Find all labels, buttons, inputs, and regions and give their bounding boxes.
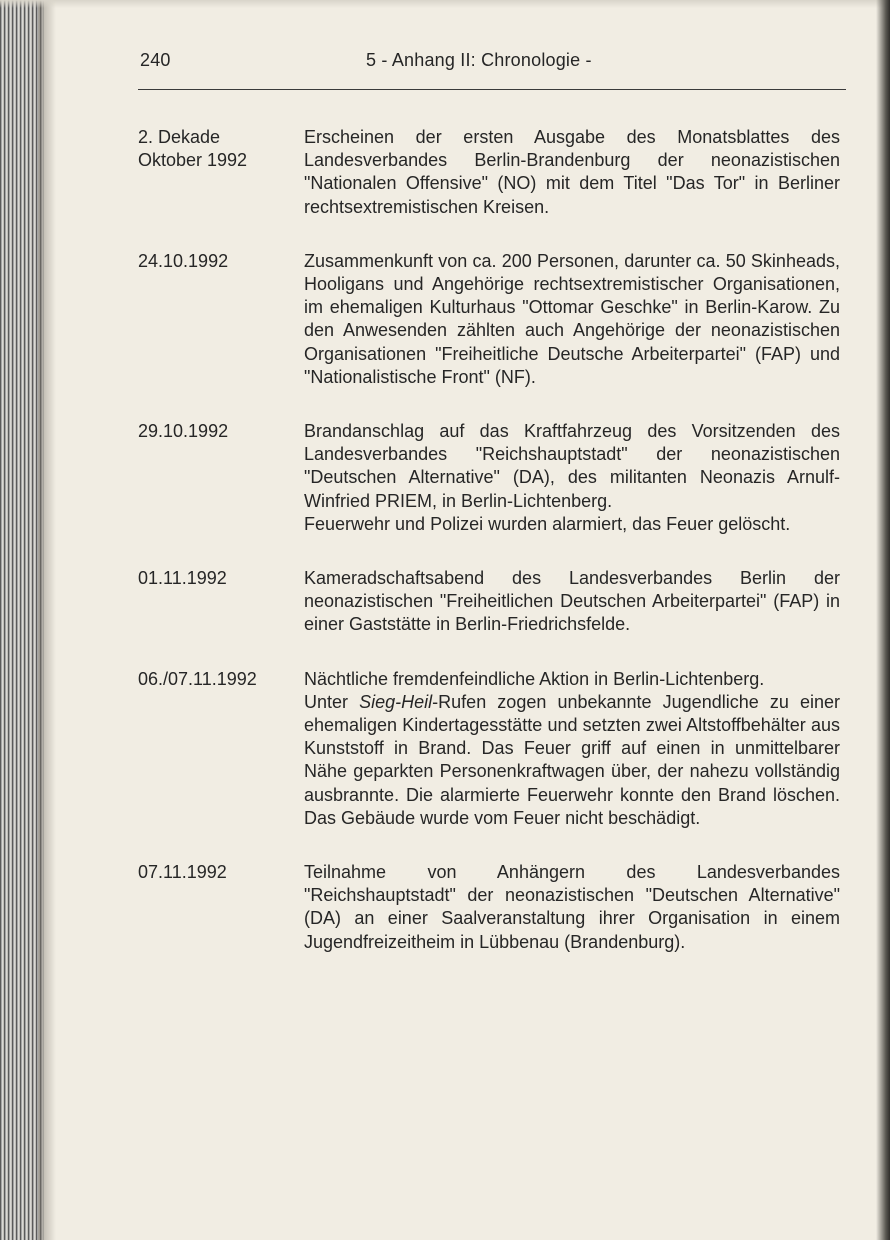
entry-paragraph: Teilnahme von Anhängern des Landesverbandes "Reichshauptstadt" der neonazistischen "Deutschen Alternative" (DA) an einer Saalveranstaltung ihrer Organisation in einem Jugendfreizeitheim in Lübbenau (Brandenburg). [304,862,840,952]
entry-date: 29.10.1992 [138,421,229,442]
entry-text [304,250,840,389]
entry-date: 07.11.1992 [138,862,227,883]
entry-text [304,126,840,219]
running-title: 5 - Anhang II: Chronologie - [366,50,592,70]
entry-date: 2. Dekade Oktober 1992 [138,127,248,171]
chronology-entry [138,567,846,637]
entry-paragraph: Feuerwehr und Polizei wurden alarmiert, das Feuer gelöscht. [304,513,791,534]
entry-paragraph: Zusammenkunft von ca. 200 Personen, darunter ca. 50 Skinheads, Hooligans und Angehörige rechtsextremistischer Organisationen, im ehemaligen Kulturhaus "Ottomar Geschke" in Berlin-Karow. Zu den Anwesenden zählten auch Angehörige der neonazistischen Organisationen "Freiheitliche Deutsche Arbeiterpartei" (FAP) und "Nationalistische Front" (NF). [304,250,840,387]
entry-paragraph: Kameradschaftsabend des Landesverbandes Berlin der neonazistischen "Freiheitlichen Deutschen Arbeiterpartei" (FAP) in einer Gaststätte in Berlin-Friedrichsfelde. [304,568,840,635]
page-number: 240 [140,50,171,70]
entry-paragraph: Nächtliche fremdenfeindliche Aktion in Berlin-Lichtenberg. [304,668,765,689]
chronology-entry [138,420,846,536]
entry-text [304,668,840,830]
text-segment: Unter [304,691,360,712]
chronology-entry [138,861,846,954]
top-page-edge [0,0,890,8]
right-page-edge [876,0,890,1240]
entry-date: 01.11.1992 [138,568,227,589]
entry-text [304,567,840,637]
chronology-entry [138,668,846,830]
italic-term: Sieg-Heil [359,691,433,712]
entry-paragraph: Erscheinen der ersten Ausgabe des Monatsblattes des Landesverbandes Berlin-Brandenburg der neonazistischen "Nationalen Offensive" (NO) mit dem Titel "Das Tor" in Berliner rechtsextremistischen Kreisen. [304,127,840,217]
entry-paragraph-rich [304,691,840,830]
header-divider [138,89,846,90]
entry-date: 06./07.11.1992 [138,668,257,689]
entry-date: 24.10.1992 [138,250,229,271]
binding-shadow [38,0,56,1240]
entry-text [304,861,840,954]
text-segment: -Rufen zogen unbekannte Jugendliche zu einer ehemaligen Kindertagesstätte und setzten zwei Altstoffbehälter aus Kunststoff in Brand. Das Feuer griff auf einen in unmittelbarer Nähe geparkten Personenkraftwagen über, der nahezu vollständig ausbrannte. Die alarmierte Feuerwehr konnte den Brand löschen. Das Gebäude wurde vom Feuer nicht beschädigt. [304,691,840,828]
entry-paragraph: Brandanschlag auf das Kraftfahrzeug des Vorsitzenden des Landesverbandes "Reichshauptstadt" der neonazistischen "Deutschen Alternative" (DA), des militanten Neonazis Arnulf-Winfried PRIEM, in Berlin-Lichtenberg. [304,421,840,511]
entry-text [304,420,840,536]
chronology-list [138,126,846,985]
chronology-entry [138,126,846,219]
chronology-entry [138,250,846,389]
